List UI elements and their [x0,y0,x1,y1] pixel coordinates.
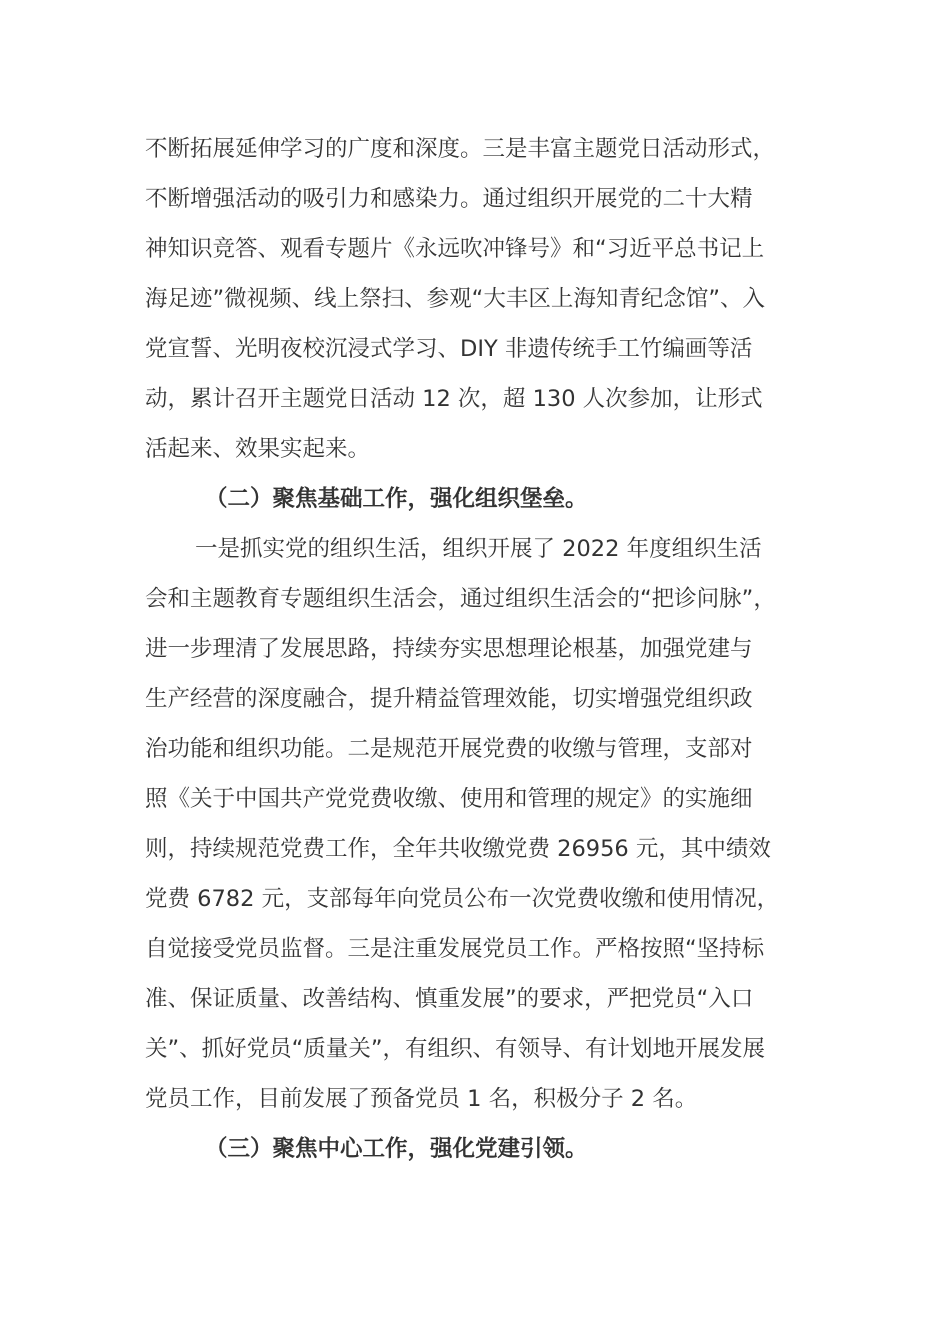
paragraph-line: 自觉接受党员监督。三是注重发展党员工作。严格按照“坚持标 [145,936,765,962]
paragraph-line: 党宣誓、光明夜校沉浸式学习、DIY 非遗传统手工竹编画等活 [145,336,753,362]
paragraph-line: 生产经营的深度融合，提升精益管理效能，切实增强党组织政 [145,686,753,712]
paragraph-line: 海足迹”微视频、线上祭扫、参观“大丰区上海知青纪念馆”、入 [145,286,765,312]
paragraph-line: 则，持续规范党费工作，全年共收缴党费 26956 元，其中绩效 [145,836,771,862]
paragraph-line: 照《关于中国共产党党费收缴、使用和管理的规定》的实施细 [145,786,753,812]
paragraph-line: 党员工作，目前发展了预备党员 1 名，积极分子 2 名。 [145,1086,698,1112]
paragraph-line: 准、保证质量、改善结构、慎重发展”的要求，严把党员“入口 [145,986,754,1012]
paragraph-line: 一是抓实党的组织生活，组织开展了 2022 年度组织生活 [195,536,762,562]
paragraph-line: 神知识竞答、观看专题片《永远吹冲锋号》和“习近平总书记上 [145,236,765,262]
paragraph-line: 党费 6782 元，支部每年向党员公布一次党费收缴和使用情况， [145,886,780,912]
paragraph-line: 动，累计召开主题党日活动 12 次，超 130 人次参加，让形式 [145,386,763,412]
document-body [145,124,810,1174]
paragraph-line: 治功能和组织功能。二是规范开展党费的收缴与管理，支部对 [145,736,753,762]
section-heading-3: （三）聚焦中心工作，强化党建引领。 [205,1136,588,1162]
section-heading-2: （二）聚焦基础工作，强化组织堡垒。 [205,486,588,512]
paragraph-line: 会和主题教育专题组织生活会，通过组织生活会的“把诊问脉”， [145,586,776,612]
paragraph-line: 关”、抓好党员“质量关”，有组织、有领导、有计划地开展发展 [145,1036,765,1062]
paragraph-line: 不断拓展延伸学习的广度和深度。三是丰富主题党日活动形式， [145,136,776,162]
paragraph-line: 不断增强活动的吸引力和感染力。通过组织开展党的二十大精 [145,186,753,212]
paragraph-line: 进一步理清了发展思路，持续夯实思想理论根基，加强党建与 [145,636,753,662]
paragraph-line: 活起来、效果实起来。 [145,436,371,462]
